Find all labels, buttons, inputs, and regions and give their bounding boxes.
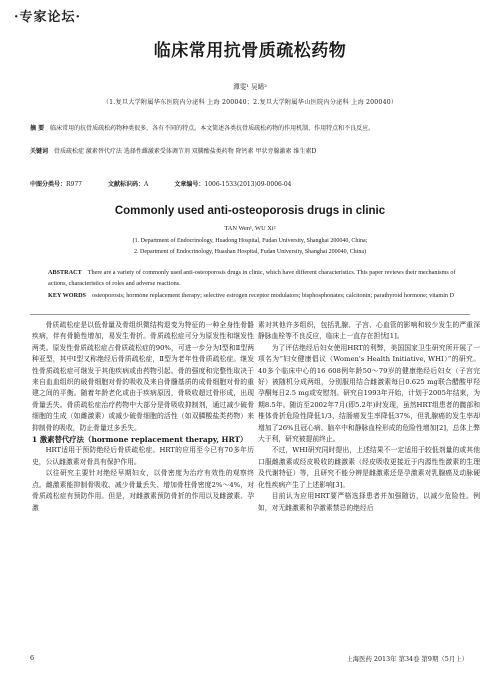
document-code: 文献标识码：A (108, 181, 149, 188)
journal-info: 上海医药 2013年 第34卷 第9期（5月上） (346, 655, 468, 663)
english-keywords-label: KEY WORDS (48, 292, 86, 299)
english-abstract-text: There are a variety of commonly used anti-osteoporosis drugs in clinic, which have different characteristics. This paper reviews their mechanisms of actions, characteristics of roles and adverse reactions. (48, 269, 456, 287)
paragraph: HRT适用于预防绝经后骨质疏松症。HRT的应用至今已有70多年历史，公认雌激素对骨具有保护作用。 (32, 446, 254, 466)
chinese-title: 临床常用抗骨质疏松药物 (153, 41, 347, 61)
chinese-abstract-text: 临床常用的抗骨质疏松药物种类很多，各有不同的特点。本文简述各类抗骨质疏松药物的作用机制、作用特点和不良反应。 (50, 125, 375, 132)
article-id: 文章编号：1006-1533(2013)09-0006-04 (174, 181, 292, 188)
chinese-authors: 潭雯¹ 吴晞² (233, 83, 267, 91)
paragraph: 不过，WHI研究同时提出，上述结果不一定适用于较低剂量的或其他口服雌激素或经皮吸收的雌激素（经皮吸收更接近于内源性性激素的生理及代谢特征）等，且研究不能分辨是雌激素还是孕激素对乳腺癌及动脉硬化性疾病产生了上述影响[3]。 (258, 446, 480, 489)
english-keywords-text: osteoporosis; hormone replacement therapy; selective estrogen receptor modulators; bisphosphonates; calcitonin; parathyroid hormone; vitamin D (92, 292, 455, 299)
chinese-keywords (30, 147, 470, 158)
paragraph: 素对其他许多组织，包括乳腺、子宫、心血管的影响和较少发生的严重深静脉血栓等不良反应，临床上一直存在担忧[1]。 (258, 321, 480, 341)
english-authors: TAN Wen¹, WU Xi² (224, 225, 276, 232)
english-affiliation-1: (1. Department of Endocrinology, Huadong Hospital, Fudan University, Shanghai 200040, China; (132, 238, 368, 244)
chinese-abstract (30, 124, 470, 135)
section-tag: ·专家论坛· (14, 10, 82, 25)
clc-number: 中图分类号：R977 (30, 181, 82, 188)
paragraph: 目前认为应用HRT要严格选择患者并加强随访，以减少危险性。例如，对无雌激素和孕激素禁忌的绝经后 (258, 492, 480, 512)
classification-meta (30, 179, 470, 188)
chinese-keywords-label: 关键词 (30, 148, 49, 155)
divider (30, 314, 470, 315)
english-keywords (48, 290, 458, 301)
body-right-column (258, 320, 480, 514)
english-abstract-label: ABSTRACT (48, 269, 82, 276)
chinese-affiliation: （1.复旦大学附属华东医院内分泌科 上海 200040；2.复旦大学附属华山医院内分泌科 上海 200040） (102, 99, 398, 106)
body-left-column (32, 320, 254, 514)
chinese-abstract-label: 摘 要 (30, 125, 45, 132)
chinese-keywords-text: 骨质疏松症 激素替代疗法 选择性雌激素受体调节剂 双膦酸盐类药物 降钙素 甲状旁腺激素 维生素D (54, 148, 317, 155)
paragraph: 骨质疏松症是以低骨量及骨组织微结构退变为特征的一种全身性骨骼疾病，伴有骨脆性增加，易发生骨折。骨质疏松症可分为原发性和继发性两类。原发性骨质疏松症占骨质疏松症的90%，可进一步分为Ⅰ型和Ⅱ型两种亚型，其中Ⅰ型又称绝经后骨质疏松症，Ⅱ型为老年性骨质疏松症。继发性骨质疏松症可继发于其他疾病或由药物引起。骨的强度和完整性取决于来自血血组织的破骨细胞对骨的吸收及来自骨髓基质的成骨细胞对骨的重建之间的平衡。随着年龄老化或由于疾病原因，骨吸收超过骨形成，出现骨量丢失。骨质疏松症治疗药物中大部分是骨吸收抑制剂，通过减少破骨细胞的生成（如雌激素）或减少破骨细胞的活性（如双膦酸盐类药物）来抑制骨的吸收，防止骨量过多丢失。 (32, 321, 254, 432)
page-number: 6 (30, 654, 35, 662)
paragraph: 为了评估绝经后妇女使用HRT的利弊，美国国家卫生研究所开展了一项名为“妇女健康倡议（Women's Health Initiative, WHI）”的研究。40多个临床中心的16 608例年龄50～79岁的健康绝经后妇女（子宫完好）被随机分成两组，分别服用结合雌激素每日0.625 mg联合醋酸甲羟孕酮每日2.5 mg或安慰剂。研究自1993年开始，计划于2005年结束，为期8.5年。随访至2002年7月(即5.2年)时发现，虽然HRT组患者的髋部和椎体骨折危险性降低1/3、结肠癌发生率降低37%，但乳腺癌的发生率却增加了26%且冠心病、脑卒中和静脉血栓形成的危险性增加[2]，总体上弊大于利，研究被提前终止。 (258, 343, 480, 444)
english-title: Commonly used anti-osteoporosis drugs in clinic (114, 205, 386, 217)
english-abstract (48, 267, 458, 289)
section-heading: 1 激素替代疗法（hormone replacement therapy, HRT） (32, 435, 248, 445)
english-affiliation-2: 2. Department of Endocrinology, Huashan Hospital, Fudan University, Shanghai 200040, China) (133, 249, 367, 255)
paragraph: 以往研究主要针对绝经早期妇女，以骨密度为治疗有效性的观察终点。雌激素能抑制骨吸收、减少骨量丢失、增加骨柱骨密度2%～4%，对骨质疏松症有预防作用。但是，对雌激素预防骨折的作用以及雌激素、孕激 (32, 469, 254, 512)
